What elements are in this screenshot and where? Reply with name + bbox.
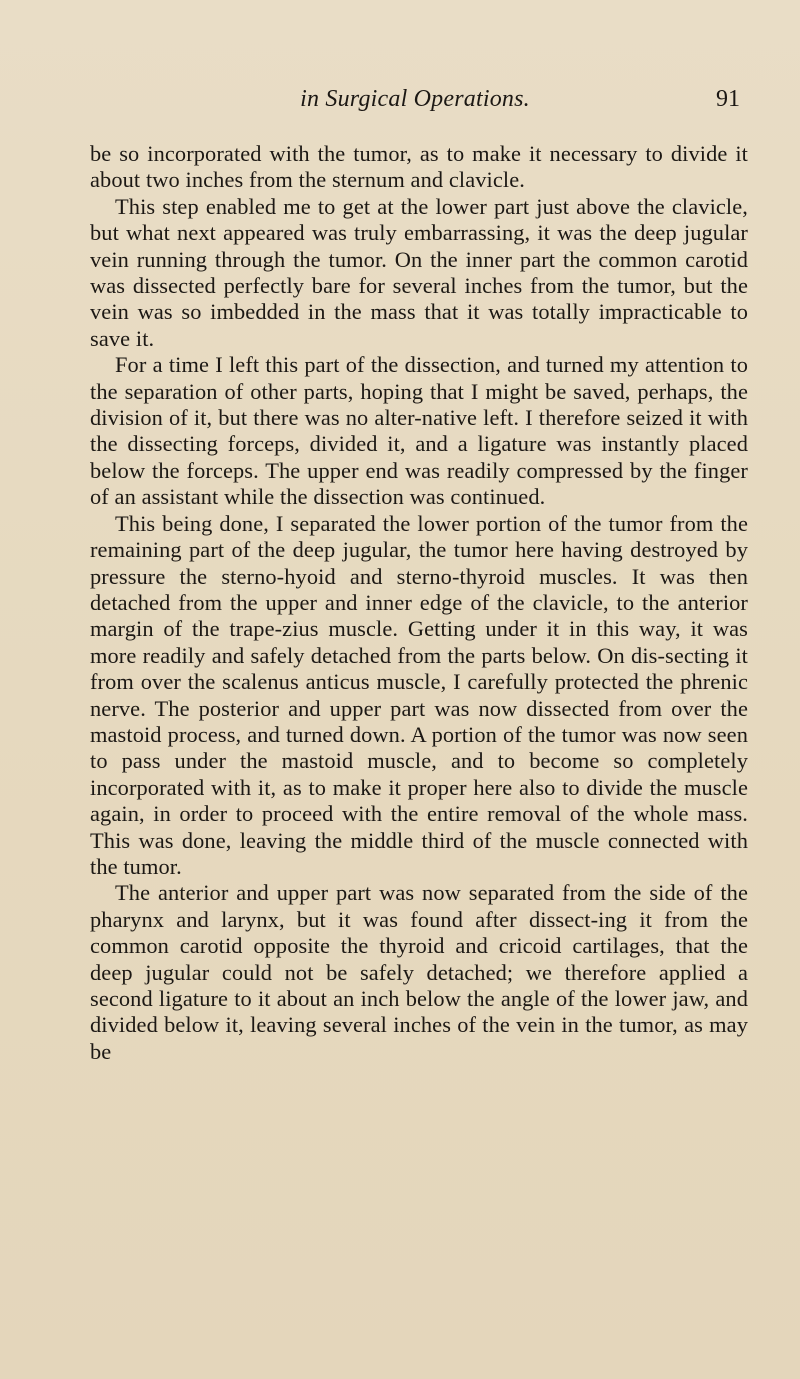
paragraph: The anterior and upper part was now separated from the side of the pharynx and larynx, but it was found after dissect-ing it from the common carotid opposite the thyroid and cricoid cartilages, that the deep jugular could not be safely detached; we therefore applied a second ligature to it about an inch below the angle of the lower jaw, and divided below it, leaving several inches of the vein in the tumor, as may be bbox=[90, 880, 748, 1064]
paragraph: For a time I left this part of the dissection, and turned my attention to the separation of other parts, hoping that I might be saved, perhaps, the division of it, but there was no alter-native left. I therefore seized it with the dissecting forceps, divided it, and a ligature was instantly placed below the forceps. The upper end was readily compressed by the finger of an assistant while the dissection was continued. bbox=[90, 352, 748, 510]
page-number: 91 bbox=[716, 86, 740, 112]
paragraph: This step enabled me to get at the lower part just above the clavicle, but what next appeared was truly embarrassing, it was the deep jugular vein running through the tumor. On the inner part the common carotid was dissected perfectly bare for several inches from the tumor, but the vein was so imbedded in the mass that it was totally impracticable to save it. bbox=[90, 193, 748, 351]
paragraph: This being done, I separated the lower portion of the tumor from the remaining part of the deep jugular, the tumor here having destroyed by pressure the sterno-hyoid and sterno-thyroid muscles. It was then detached from the upper and inner edge of the clavicle, to the anterior margin of the trape-zius muscle. Getting under it in this way, it was more readily and safely detached from the parts below. On dis-secting it from over the scalenus anticus muscle, I carefully protected the phrenic nerve. The posterior and upper part was now dissected from over the mastoid process, and turned down. A portion of the tumor was now seen to pass under the mastoid muscle, and to become so completely incorporated with it, as to make it proper here also to divide the muscle again, in order to proceed with the entire removal of the whole mass. This was done, leaving the middle third of the muscle connected with the tumor. bbox=[90, 510, 748, 879]
paragraph-continued: be so incorporated with the tumor, as to make it necessary to divide it about two inches from the sternum and clavicle. bbox=[90, 141, 748, 193]
running-head bbox=[90, 86, 740, 120]
running-title: in Surgical Operations. bbox=[300, 86, 530, 112]
body-text bbox=[90, 141, 748, 1065]
